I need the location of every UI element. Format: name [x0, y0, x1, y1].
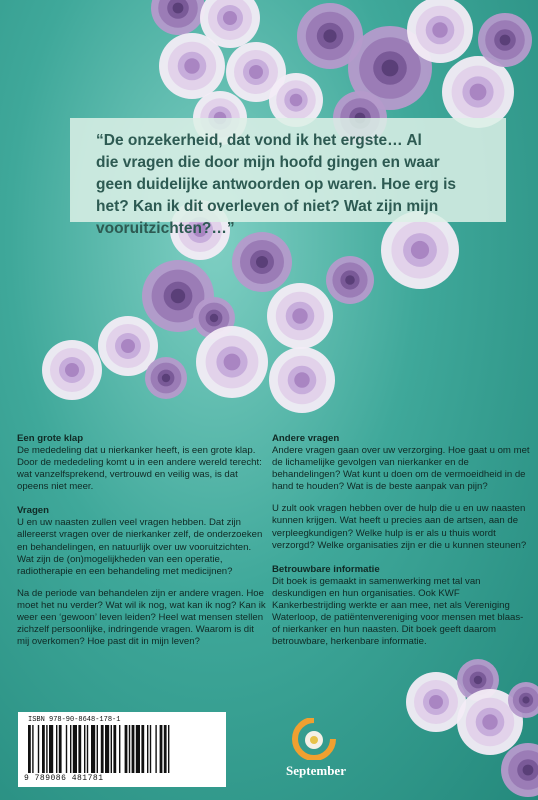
- barcode-bar: [125, 725, 128, 773]
- paragraph: Dit boek is gemaakt in samenwerking met tal van deskundigen en hun organisaties. Ook KWF Kankerbestrijding werkte er aan mee, net als Vereniging Waterloop, de patiëntenvereniging voor mensen met blaas- of nierkanker en hun naasten. Dit boek geeft daarom betrouwbare, herkenbare informatie.: [272, 575, 524, 648]
- publisher-name: September: [286, 763, 346, 778]
- section-andere-vragen: [272, 433, 530, 552]
- barcode-bar: [105, 725, 109, 773]
- barcode-bar: [42, 725, 45, 773]
- paragraph: U zult ook vragen hebben over de hulp die u en uw naasten kunnen krijgen. Wat heeft u precies aan de artsen, aan de verpleegkundigen? Welke hulp is er als u thuis wordt verzorgd? Welke organisaties zijn er die u kunnen steunen?: [272, 503, 527, 551]
- barcode-bar: [87, 725, 88, 773]
- section-heading: Vragen: [17, 505, 49, 517]
- section-heading: Andere vragen: [272, 433, 340, 444]
- barcode-bar: [66, 725, 67, 773]
- section-betrouwbare-informatie: [272, 564, 530, 649]
- barcode-bar: [101, 725, 104, 773]
- publisher-logo-icon: [290, 718, 338, 760]
- section-een-grote-klap: [17, 433, 267, 493]
- barcode-bar: [59, 725, 62, 773]
- paragraph: Na de periode van behandelen zijn er andere vragen. Hoe moet het nu verder? Wat wil ik nog, wat kan ik nog? Kan ik weer een ‘gewoon’ leven leiden? Heel wat mensen stellen zichzelf persoonlijke, indringende vragen. Waarom is dit mij overkomen? Hoe past dit in mijn leven?: [17, 587, 266, 648]
- barcode-bar: [141, 725, 144, 773]
- barcode-bar: [113, 725, 116, 773]
- quote-line-3: geen duidelijke antwoorden op waren. Hoe erg is: [96, 176, 457, 193]
- section-vragen: [17, 505, 267, 648]
- quote-line-2: die vragen die door mijn hoofd gingen en waar: [96, 154, 440, 171]
- barcode-bar: [119, 725, 120, 773]
- barcode-bar: [155, 725, 156, 773]
- barcode-bar: [160, 725, 163, 773]
- barcode-bar: [38, 725, 39, 773]
- barcode-bar: [46, 725, 47, 773]
- barcode-bar: [84, 725, 85, 773]
- quote-box: [70, 118, 506, 237]
- section-heading: Een grote klap: [17, 433, 84, 444]
- barcode-bar: [28, 725, 31, 773]
- paragraph: Andere vragen gaan over uw verzorging. Hoe gaat u om met de lichamelijke gevolgen van nierkanker en de behandelingen? Wat kunt u doen om de vermoeidheid in de hand te houden? Wat is de beste aanpak van pijn?: [272, 445, 530, 493]
- barcode-bar: [111, 725, 112, 773]
- barcode-bars: [28, 725, 216, 773]
- right-column: [272, 433, 530, 660]
- barcode-bar: [78, 725, 81, 773]
- left-column: [17, 433, 267, 660]
- quote-line-4: het? Kan ik dit overleven of niet? Wat zijn mijn: [96, 198, 439, 215]
- barcode-bar: [168, 725, 169, 773]
- paragraph: De mededeling dat u nierkanker heeft, is een grote klap. Door de mededeling komt u in een andere wereld terecht: wat vanzelfsprekend, vertrouwd en veilig was, is dat opeens niet meer.: [17, 445, 262, 493]
- barcode-bar: [49, 725, 53, 773]
- isbn-label: ISBN 978-90-8648-178-1: [28, 716, 121, 724]
- barcode-bar: [70, 725, 71, 773]
- barcode-bar: [129, 725, 130, 773]
- barcode-bar: [150, 725, 151, 773]
- barcode-bar: [56, 725, 57, 773]
- barcode-bar: [132, 725, 135, 773]
- barcode-bar: [73, 725, 77, 773]
- barcode-bar: [164, 725, 167, 773]
- quote-line-1: “De onzekerheid, dat vond ik het ergste… Al: [96, 132, 422, 149]
- barcode: [18, 712, 226, 787]
- barcode-digits: 9 789086 481781: [24, 774, 104, 783]
- paragraph: U en uw naasten zullen veel vragen hebben. Dat zijn allereerst vragen over de nierkanker zelf, de onderzoeken en behandelingen, en natuurlijk over uw vooruitzichten. Wat zijn de (on)mogelijkheden van een operatie, radiotherapie en een behandeling met medicijnen?: [17, 517, 263, 577]
- quote-line-5: vooruitzichten?…”: [96, 220, 235, 237]
- barcode-bar: [147, 725, 148, 773]
- barcode-bar: [91, 725, 95, 773]
- barcode-bar: [32, 725, 33, 773]
- section-heading: Betrouwbare informatie: [272, 563, 380, 575]
- barcode-bar: [97, 725, 98, 773]
- barcode-bar: [136, 725, 140, 773]
